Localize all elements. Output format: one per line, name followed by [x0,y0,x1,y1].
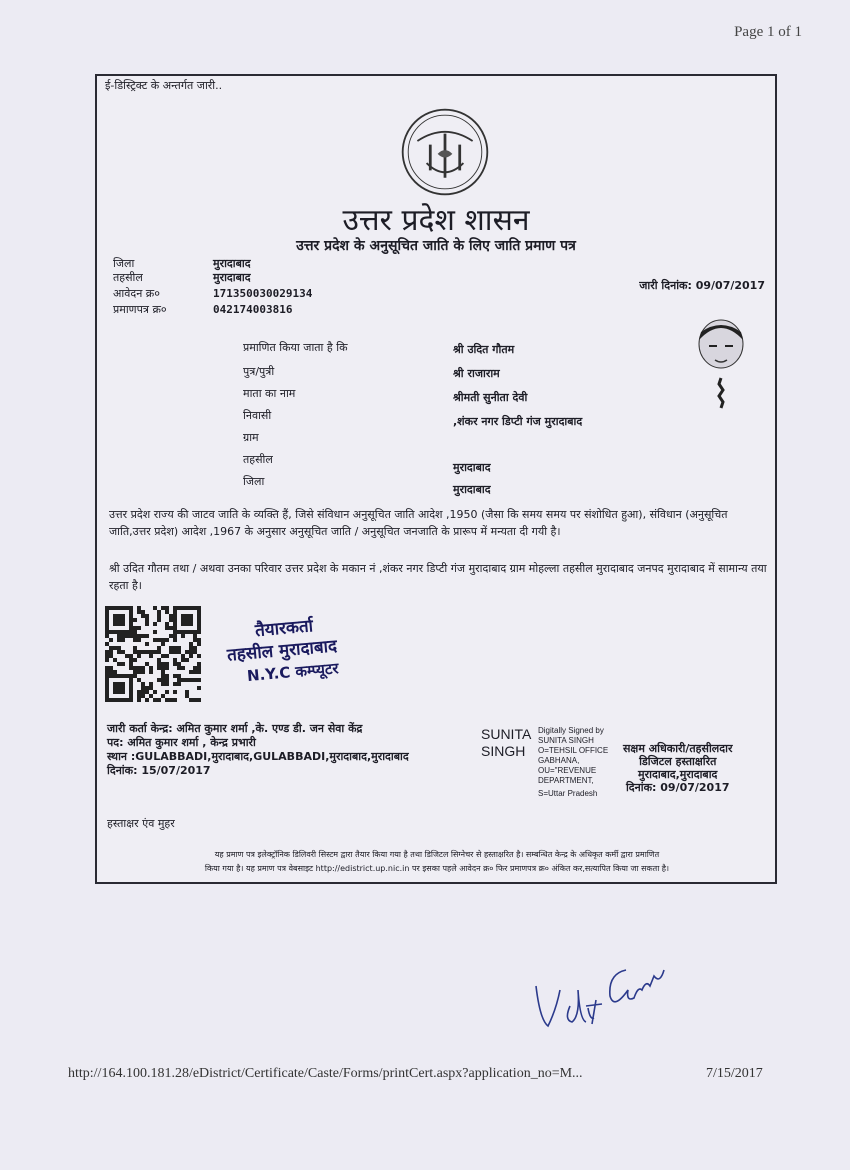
up-government-emblem-icon [399,106,491,198]
certificate-title: उत्तर प्रदेश के अनुसूचित जाति के लिए जाति प्रमाण पत्र [296,238,576,254]
detail-label: प्रमाणित किया जाता है कि [243,341,348,354]
meta-district: जिला मुरादाबाद [113,257,251,270]
detail-value-district: मुरादाबाद [453,483,491,496]
meta-tehsil: तहसील मुरादाबाद [113,271,251,284]
caste-declaration-paragraph: उत्तर प्रदेश राज्य की जाटव जाति के व्यक्ति हैं, जिसे संविधान अनुसूचित जाति आदेश ,1950 (जैसा कि समय समय पर संशोधित हुआ), संविधान (अनुसूचित जाति,उत्तर प्रदेश) आदेश ,1967 के अनुसार अनुसूचित जाति / अनुसूचित जनजाति के प्रारूप में मन्यता दी गयी है। [109,508,728,538]
detail-value-tehsil: मुरादाबाद [453,461,491,474]
print-date: 7/15/2017 [706,1066,763,1081]
detail-label: तहसील [243,453,273,466]
residence-declaration-paragraph: श्री उदित गौतम तथा / अथवा उनका परिवार उत्तर प्रदेश के मकान नं ,शंकर नगर डिप्टी गंज मुरादाबाद ग्राम मोहल्ला तहसील मुरादाबाद जनपद मुरादाबाद में सामान्य तया रहता है। [109,562,767,592]
meta-certificate-no: प्रमाणपत्र क्र० 042174003816 [113,303,293,316]
digital-signer-name: SUNITA SINGH [481,726,532,759]
detail-label: निवासी [243,409,272,422]
competent-officer: सक्षम अधिकारी/तहसीलदार डिजिटल हस्ताक्षरित मुरादाबाद,मुरादाबाद दिनांक: 09/07/2017 [623,742,733,794]
detail-label: पुत्र/पुत्री [243,365,275,378]
detail-value-name: श्री उदित गौतम [453,343,515,356]
detail-value-mother: श्रीमती सुनीता देवी [453,391,528,404]
meta-application-no: आवेदन क्र० 171350030029134 [113,287,313,300]
digital-signature-info: Digitally Signed by SUNITA SINGH O=TEHSIL OFFICE GABHANA, OU="REVENUE DEPARTMENT, S=Uttar Pradesh [538,726,609,798]
issue-date: जारी दिनांक: 09/07/2017 [639,279,765,292]
detail-label: जिला [243,475,265,488]
signature-and-seal-label: हस्ताक्षर एंव मुहर [107,817,175,830]
detail-label: ग्राम [243,431,259,444]
certificate [95,74,777,884]
print-url: http://164.100.181.28/eDistrict/Certificate/Caste/Forms/printCert.aspx?application_no=M... [68,1066,583,1081]
handwritten-signature [530,950,670,1040]
issued-under-note: ई-डिस्ट्रिक्ट के अन्तर्गत जारी.. [105,79,223,92]
detail-label: माता का नाम [243,387,296,400]
government-title: उत्तर प्रदेश शासन [342,203,530,238]
issuing-centre-details: जारी कर्ता केन्द्र: अमित कुमार शर्मा ,के. एण्ड डी. जन सेवा केंद्र पद: अमित कुमार शर्मा , केन्द्र प्रभारी स्थान :GULABBADI,मुरादाबाद,GULABBADI,मुरादाबाद,मुरादाबाद दिनांक: 15/07/2017 [107,722,409,777]
detail-value-parent: श्री राजाराम [453,367,500,380]
verification-footnote: यह प्रमाण पत्र इलेक्ट्रॉनिक डिलिवरी सिस्टम द्वारा तैयार किया गया है तथा डिजिटल सिग्नेचर से हस्ताक्षरित है। सम्बन्धित केन्द्र के अधिकृत कर्मी द्वारा प्रमाणित किया गया है। यह प्रमाण पत्र वेबसाइट http://edistrict.up.nic.in पर इसका पहले आवेदन क्र० फिर प्रमाणपत्र क्र० अंकित कर,सत्यापित किया जा सकता है। [204,850,670,873]
page-number: Page 1 of 1 [734,24,802,40]
qr-code [105,606,201,702]
applicant-photo [691,318,751,418]
detail-value-residence: ,शंकर नगर डिप्टी गंज मुरादाबाद [453,415,583,428]
preparer-stamp: तैयारकर्ता तहसील मुरादाबाद N.Y.C कम्प्यूटर [226,616,340,686]
